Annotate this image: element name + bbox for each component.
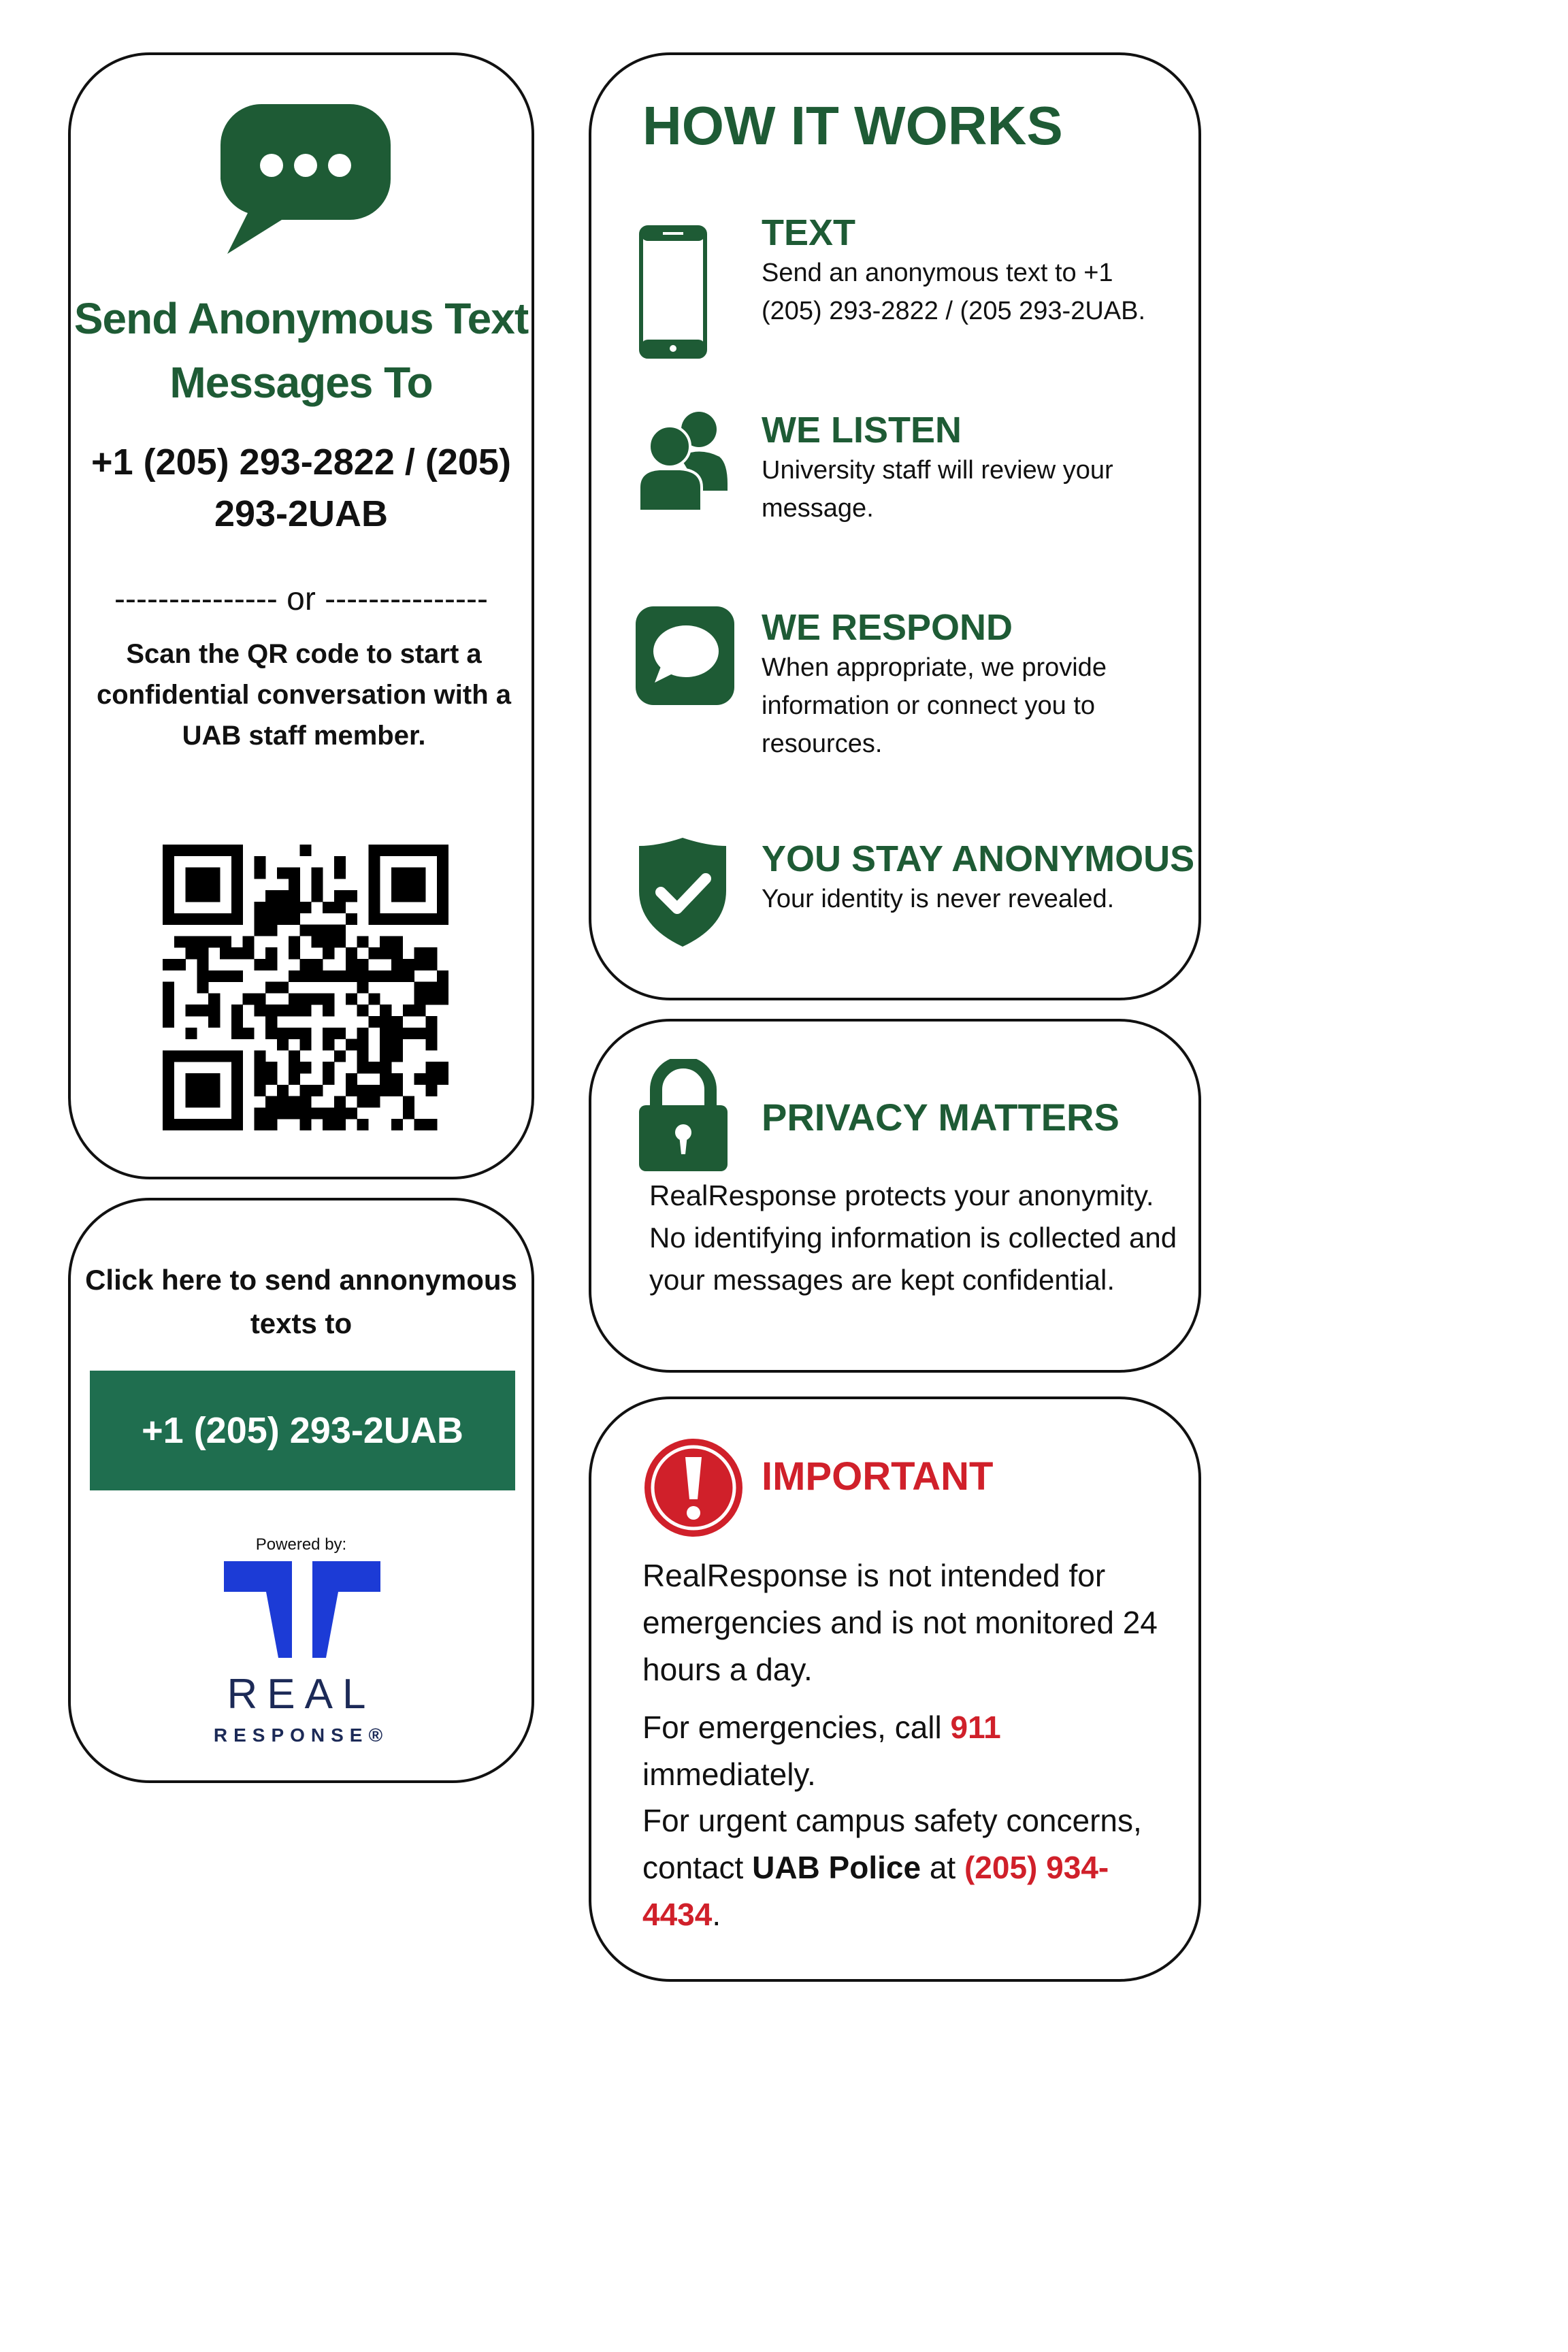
step-title: TEXT: [762, 212, 856, 253]
phone-icon: [639, 225, 707, 359]
step-description: University staff will review your message.: [762, 456, 1113, 523]
chat-bubble-icon: [220, 104, 391, 254]
police-text-end: .: [712, 1897, 721, 1932]
privacy-title: PRIVACY MATTERS: [762, 1096, 1120, 1139]
step-title: YOU STAY ANONYMOUS: [762, 838, 1195, 879]
send-text-card: [68, 52, 534, 1179]
realresponse-logo-icon: [224, 1561, 380, 1658]
emergency-text: For emergencies, call: [642, 1710, 951, 1745]
qr-code-icon[interactable]: [163, 845, 448, 1130]
important-title: IMPORTANT: [762, 1454, 994, 1499]
emergency-paragraph: [642, 1704, 1180, 1798]
step-description: Send an anonymous text to +1 (205) 293-2822 / (205 293-2UAB.: [762, 259, 1146, 325]
police-name: UAB Police: [752, 1850, 921, 1885]
logo-wordmark-real: REAL: [227, 1671, 376, 1718]
important-card: [589, 1396, 1201, 1982]
police-paragraph: [642, 1797, 1180, 1938]
privacy-card: [589, 1019, 1201, 1373]
logo-wordmark-response: RESPONSE®: [213, 1725, 389, 1746]
click-to-text-label: Click here to send annonymous texts to: [85, 1264, 517, 1339]
powered-by-label: Powered by:: [255, 1535, 347, 1554]
send-title: Send Anonymous Text Messages To: [74, 294, 529, 407]
step-description: When appropriate, we provide information or connect you to resources.: [762, 653, 1107, 758]
emergency-text-end: immediately.: [642, 1757, 816, 1792]
alert-icon: [642, 1437, 745, 1539]
police-text: For urgent campus safety concerns, contact: [642, 1803, 1142, 1885]
or-divider: --------------- or ---------------: [114, 581, 488, 617]
how-it-works-title: HOW IT WORKS: [642, 95, 1063, 156]
step-description: Your identity is never revealed.: [762, 885, 1115, 913]
step-title: WE RESPOND: [762, 607, 1013, 648]
send-text-button[interactable]: +1 (205) 293-2UAB: [90, 1371, 515, 1490]
emergency-number[interactable]: 911: [950, 1710, 1001, 1745]
people-icon: [639, 409, 728, 511]
qr-instructions: Scan the QR code to start a confidential conversation with a UAB staff member.: [97, 639, 511, 751]
privacy-text: RealResponse protects your anonymity. No identifying information is collected and your messages are kept confidential.: [649, 1179, 1177, 1296]
police-text-mid: at: [921, 1850, 964, 1885]
phone-number: +1 (205) 293-2822 / (205) 293-2UAB: [91, 442, 511, 534]
how-it-works-card: [589, 52, 1201, 1000]
message-icon: [636, 606, 734, 705]
police-number[interactable]: (205) 934-4434: [642, 1850, 1109, 1932]
important-paragraph: RealResponse is not intended for emergencies and is not monitored 24 hours a day.: [642, 1558, 1158, 1687]
shield-check-icon: [639, 838, 726, 947]
step-title: WE LISTEN: [762, 410, 962, 451]
lock-icon: [639, 1059, 728, 1171]
click-to-text-card: [68, 1198, 534, 1783]
